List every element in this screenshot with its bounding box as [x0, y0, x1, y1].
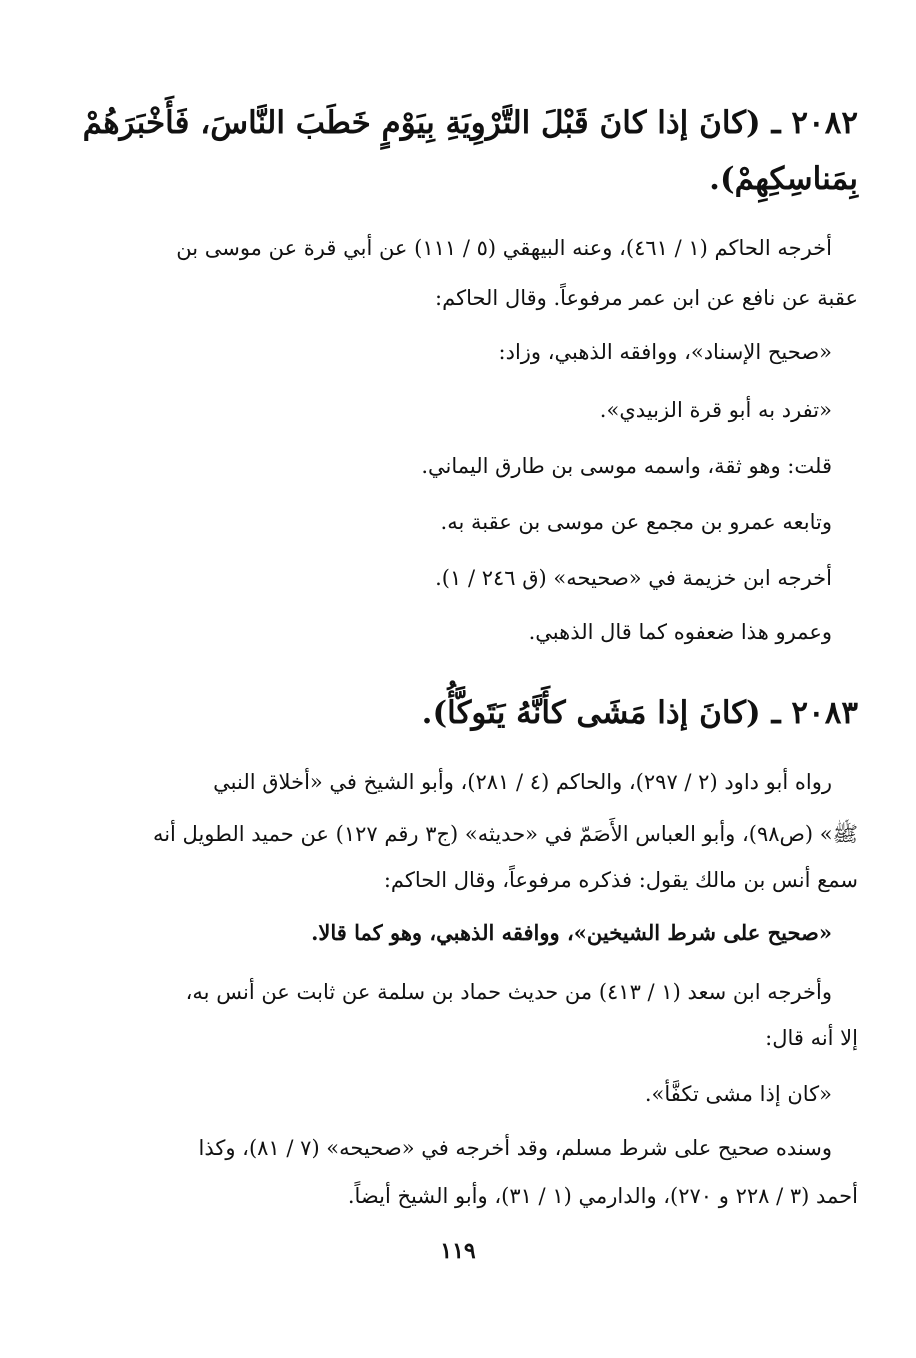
hadith-2083-title: ٢٠٨٣ ـ (كانَ إذا مَشَى كأَنَّهُ يَتَوكَّأُ).: [421, 695, 858, 731]
hadith-2082-title-line-1: ٢٠٨٢ ـ (كانَ إذا كانَ قَبْلَ التَّرْوِيَةِ بِيَوْمٍ خَطَبَ النَّاسَ، فَأَخْبَرَهُمْ: [82, 105, 858, 141]
hadith-2082-text-line: وعمرو هذا ضعفوه كما قال الذهبي.: [528, 620, 832, 644]
hadith-2082-text-line: وتابعه عمرو بن مجمع عن موسى بن عقبة به.: [440, 510, 832, 534]
hadith-2082-text-line: «تفرد به أبو قرة الزبيدي».: [599, 398, 832, 422]
hadith-2083-text-line: «صحيح على شرط الشيخين»، ووافقه الذهبي، وهو كما قالا.: [311, 920, 832, 945]
page-number: ١١٩: [440, 1238, 476, 1264]
hadith-2082-title-line-2: بِمَناسِكِهِمْ).: [709, 161, 858, 197]
hadith-2083-text-line: إلا أنه قال:: [765, 1026, 858, 1050]
hadith-2083-text-line: «كان إذا مشى تكفَّأ».: [644, 1082, 832, 1106]
hadith-2083-text-line: وأخرجه ابن سعد (١ / ٤١٣) من حديث حماد بن سلمة عن ثابت عن أنس به،: [185, 980, 832, 1004]
hadith-2082-text-line: عقبة عن نافع عن ابن عمر مرفوعاً. وقال الحاكم:: [435, 286, 858, 310]
hadith-2082-text-line: أخرجه ابن خزيمة في «صحيحه» (ق ٢٤٦ / ١).: [435, 566, 832, 590]
hadith-2083-text-line: رواه أبو داود (٢ / ٢٩٧)، والحاكم (٤ / ٢٨١)، وأبو الشيخ في «أخلاق النبي: [213, 770, 832, 794]
hadith-2083-text-line: ﷺ» (ص٩٨)، وأبو العباس الأَصَمّ في «حديثه» (ج٣ رقم ١٢٧) عن حميد الطويل أنه: [152, 822, 858, 846]
hadith-2083-text-line: سمع أنس بن مالك يقول: فذكره مرفوعاً، وقال الحاكم:: [383, 868, 858, 892]
hadith-2083-text-line: وسنده صحيح على شرط مسلم، وقد أخرجه في «صحيحه» (٧ / ٨١)، وكذا: [198, 1136, 832, 1160]
hadith-2082-text-line: قلت: وهو ثقة، واسمه موسى بن طارق اليماني.: [421, 454, 832, 478]
hadith-2082-text-line: أخرجه الحاكم (١ / ٤٦١)، وعنه البيهقي (٥ / ١١١) عن أبي قرة عن موسى بن: [176, 236, 832, 260]
hadith-2083-text-line: أحمد (٣ / ٢٢٨ و ٢٧٠)، والدارمي (١ / ٣١)، وأبو الشيخ أيضاً.: [347, 1184, 858, 1208]
hadith-2082-text-line: «صحيح الإسناد»، ووافقه الذهبي، وزاد:: [498, 340, 832, 364]
